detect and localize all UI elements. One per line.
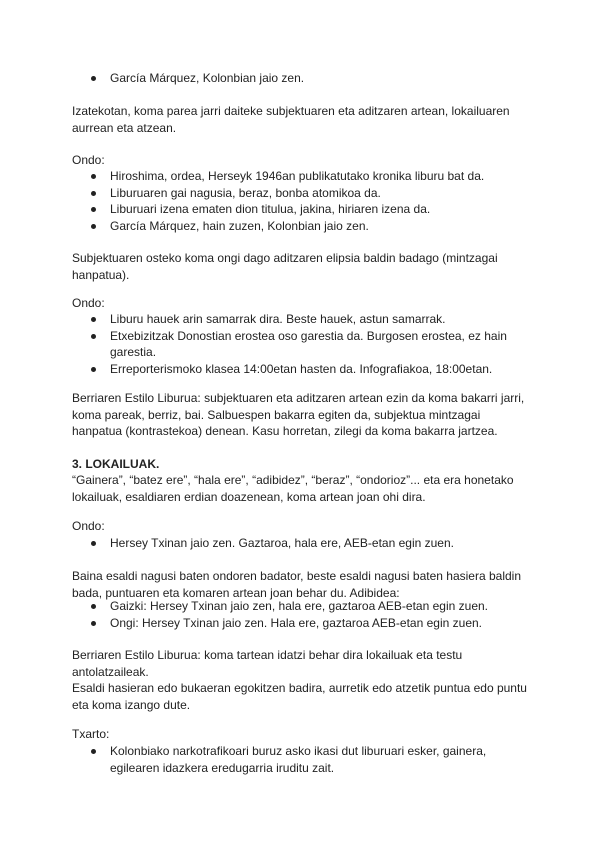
section-heading-lokailuak: 3. LOKAILUAK.: [72, 457, 160, 471]
bullet-list-adibidea: [72, 598, 532, 631]
list-item: Gaizki: Hersey Txinan jaio zen, hala ere, gaztaroa AEB-etan egin zuen.: [72, 598, 532, 615]
bullet-list-txarto: [72, 743, 532, 776]
bullet-dot: [91, 749, 96, 754]
list-item: Hiroshima, ordea, Herseyk 1946an publikatutako kronika liburu bat da.: [72, 168, 532, 185]
bullet-dot: [91, 621, 96, 626]
list-item: García Márquez, Kolonbian jaio zen.: [72, 70, 532, 87]
list-item: Erreporterismoko klasea 14:00etan hasten da. Infografiakoa, 18:00etan.: [72, 361, 532, 378]
bullet-dot: [91, 317, 96, 322]
paragraph-estilo-liburua-2: Berriaren Estilo Liburua: koma tartean idatzi behar dira lokailuak eta testu antolatzaileak.: [72, 648, 463, 679]
bullet-dot: [91, 367, 96, 372]
list-item: Hersey Txinan jaio zen. Gaztaroa, hala ere, AEB-etan egin zuen.: [72, 535, 532, 552]
list-item: Liburuari izena ematen dion titulua, jakina, hiriaren izena da.: [72, 201, 532, 218]
list-item: Liburuaren gai nagusia, beraz, bonba atomikoa da.: [72, 185, 532, 202]
bullet-dot: [91, 174, 96, 179]
bullet-list-ondo-1: [72, 168, 532, 234]
paragraph-estilo-liburua-1: Berriaren Estilo Liburua: subjektuaren eta aditzaren artean ezin da koma bakarri jarri, koma pareak, berriz, bai. Salbuespen bakarra egiten da, subjektua mintzagai hanpatua (kontrastekoa) denean. Kasu horretan, zilegi da koma bakarra jartzea.: [72, 391, 525, 438]
list-item: Liburu hauek arin samarrak dira. Beste hauek, astun samarrak.: [72, 311, 532, 328]
list-item: Ongi: Hersey Txinan jaio zen. Hala ere, gaztaroa AEB-etan egin zuen.: [72, 615, 532, 632]
list-item: Kolonbiako narkotrafikoari buruz asko ikasi dut liburuari esker, gainera, egilearen idazkera eredugarria iruditu zait.: [72, 743, 532, 776]
bullet-dot: [91, 604, 96, 609]
bullet-dot: [91, 541, 96, 546]
bullet-dot: [91, 334, 96, 339]
paragraph-subjektuaren: Subjektuaren osteko koma ongi dago aditzaren elipsia baldin badago (mintzagai hanpatua).: [72, 251, 498, 282]
list-item: García Márquez, hain zuzen, Kolonbian jaio zen.: [72, 218, 532, 235]
bullet-dot: [91, 224, 96, 229]
bullet-dot: [91, 191, 96, 196]
paragraph-koma-parea: Izatekotan, koma parea jarri daiteke subjektuaren eta aditzaren artean, lokailuaren aurrean eta atzean.: [72, 104, 510, 135]
paragraph-lokailuak-intro: “Gainera”, “batez ere”, “hala ere”, “adibidez”, “beraz”, “ondorioz”... eta era honetako lokailuak, esaldiaren erdian doazenean, koma artean joan ohi dira.: [72, 473, 514, 504]
paragraph-esaldi-hasieran: Esaldi hasieran edo bukaeran egokitzen badira, aurretik edo atzetik puntua edo puntu eta koma izango dute.: [72, 681, 527, 712]
txarto-label: Txarto:: [72, 727, 110, 741]
ondo-label-3: Ondo:: [72, 519, 105, 533]
list-item: Etxebizitzak Donostian erostea oso garestia da. Burgosen erostea, ez hain garestia.: [72, 328, 532, 361]
ondo-label-2: Ondo:: [72, 296, 105, 310]
bullet-list-ondo-2: [72, 311, 532, 377]
paragraph-baina-esaldi: Baina esaldi nagusi baten ondoren badator, beste esaldi nagusi baten hasiera baldin bada, puntuaren eta komaren artean joan behar du. Adibidea:: [72, 569, 522, 600]
bullet-list-top: [72, 70, 532, 87]
bullet-dot: [91, 76, 96, 81]
ondo-label-1: Ondo:: [72, 153, 105, 167]
bullet-dot: [91, 207, 96, 212]
bullet-list-ondo-3: [72, 535, 532, 552]
